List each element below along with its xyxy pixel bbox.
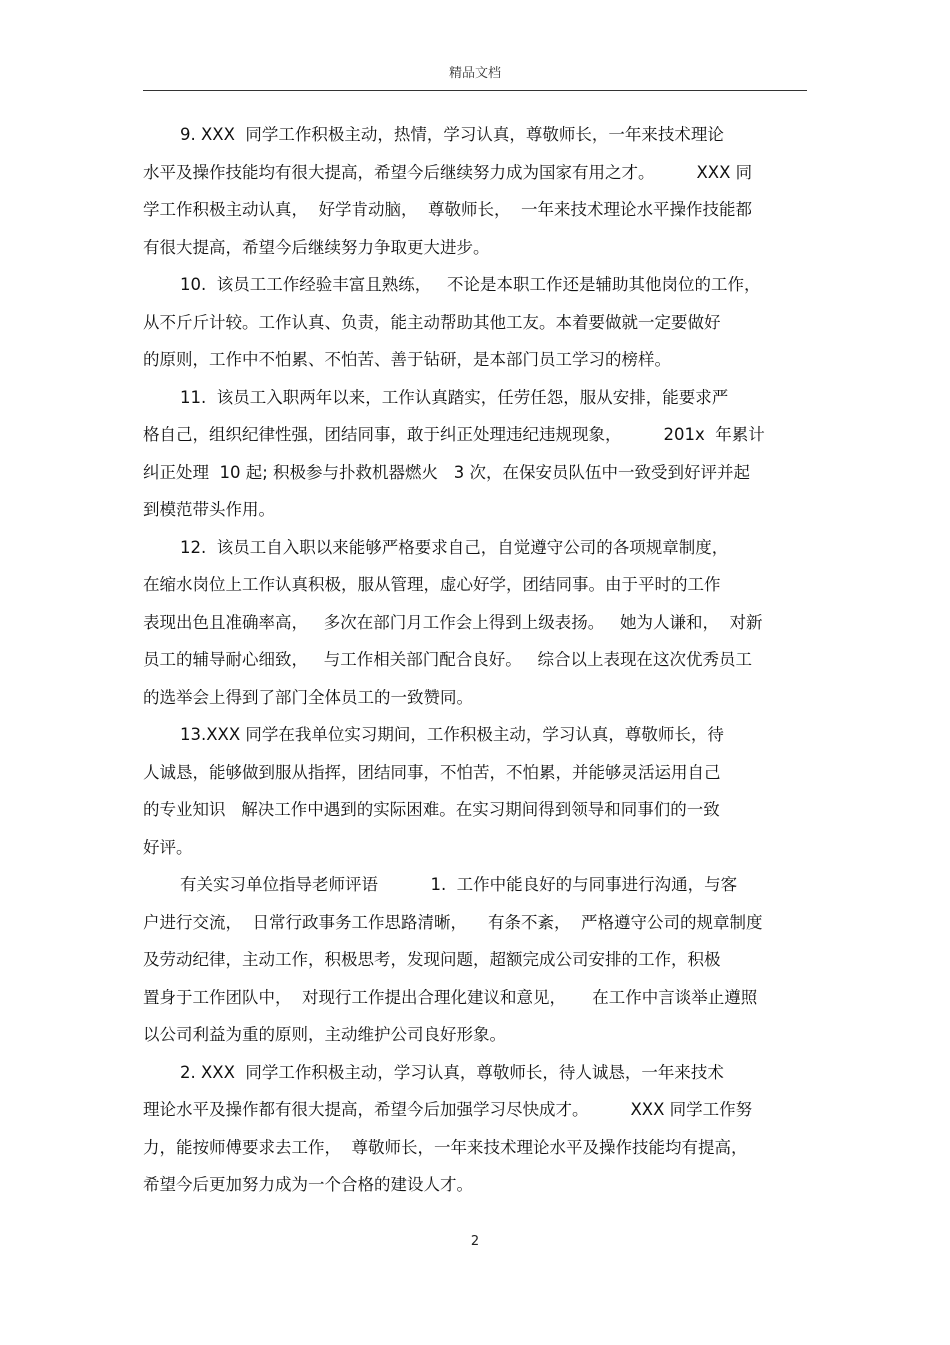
text-line: 在缩水岗位上工作认真积极，服从管理，虚心好学，团结同事。由于平时的工作	[143, 575, 721, 594]
text-line: 的原则，工作中不怕累、不怕苦、善于钻研，是本部门员工学习的榜样。	[143, 350, 671, 369]
text-line: 有关实习单位指导老师评语 1. 工作中能良好的与同事进行沟通，与客	[180, 875, 738, 894]
text-line: 以公司利益为重的原则，主动维护公司良好形象。	[143, 1025, 506, 1044]
text-line: 的专业知识 解决工作中遇到的实际困难。在实习期间得到领导和同事们的一致	[143, 800, 720, 819]
text-line: 置身于工作团队中， 对现行工作提出合理化建议和意见， 在工作中言谈举止遵照	[143, 987, 758, 1007]
text-line: 有很大提高，希望今后继续努力争取更大进步。	[143, 237, 490, 257]
text-line: 希望今后更加努力成为一个合格的建设人才。	[143, 1175, 473, 1194]
header-divider	[143, 90, 807, 91]
text-line: 学工作积极主动认真， 好学肯动脑， 尊敬师长， 一年来技术理论水平操作技能都	[143, 200, 752, 219]
text-line: 水平及操作技能均有很大提高，希望今后继续努力成为国家有用之才。 XXX 同	[143, 162, 753, 182]
text-line: 9. XXX 同学工作积极主动，热情，学习认真，尊敬师长，一年来技术理论	[180, 125, 724, 144]
text-line: 表现出色且准确率高， 多次在部门月工作会上得到上级表扬。 她为人谦和， 对新	[143, 612, 763, 632]
text-line: 11. 该员工入职两年以来，工作认真踏实，任劳任怨，服从安排，能要求严	[180, 387, 729, 407]
text-line: 从不斤斤计较。工作认真、负责，能主动帮助其他工友。本着要做就一定要做好	[143, 312, 721, 332]
text-line: 12. 该员工自入职以来能够严格要求自己，自觉遵守公司的各项规章制度，	[180, 537, 729, 557]
page-header: 精品文档	[448, 66, 501, 81]
text-line: 13.XXX 同学在我单位实习期间，工作积极主动，学习认真，尊敬师长，待	[180, 725, 724, 744]
text-line: 好评。	[143, 837, 193, 857]
text-line: 人诚恳，能够做到服从指挥，团结同事，不怕苦，不怕累，并能够灵活运用自己	[143, 762, 721, 782]
text-line: 格自己，组织纪律性强，团结同事，敢于纠正处理违纪违规现象， 201x 年累计	[143, 425, 765, 444]
text-line: 到模范带头作用。	[143, 500, 275, 519]
text-line: 及劳动纪律，主动工作，积极思考，发现问题，超额完成公司安排的工作，积极	[143, 950, 721, 969]
text-line: 纠正处理 10 起; 积极参与扑救机器燃火 3 次，在保安员队伍中一致受到好评并起	[143, 462, 751, 482]
text-line: 的选举会上得到了部门全体员工的一致赞同。	[143, 687, 473, 707]
text-line: 户进行交流， 日常行政事务工作思路清晰， 有条不紊， 严格遵守公司的规章制度	[143, 912, 763, 932]
text-line: 力，能按师傅要求去工作， 尊敬师长，一年来技术理论水平及操作技能均有提高，	[143, 1137, 748, 1157]
text-line: 2. XXX 同学工作积极主动，学习认真，尊敬师长，待人诚恳，一年来技术	[180, 1062, 724, 1082]
text-line: 理论水平及操作都有很大提高，希望今后加强学习尽快成才。 XXX 同学工作努	[143, 1100, 753, 1119]
page-number: 2	[470, 1234, 480, 1249]
document-body	[143, 121, 807, 1209]
text-line: 10. 该员工工作经验丰富且熟练， 不论是本职工作还是辅助其他岗位的工作，	[180, 275, 761, 294]
text-line: 员工的辅导耐心细致， 与工作相关部门配合良好。 综合以上表现在这次优秀员工	[143, 650, 752, 669]
